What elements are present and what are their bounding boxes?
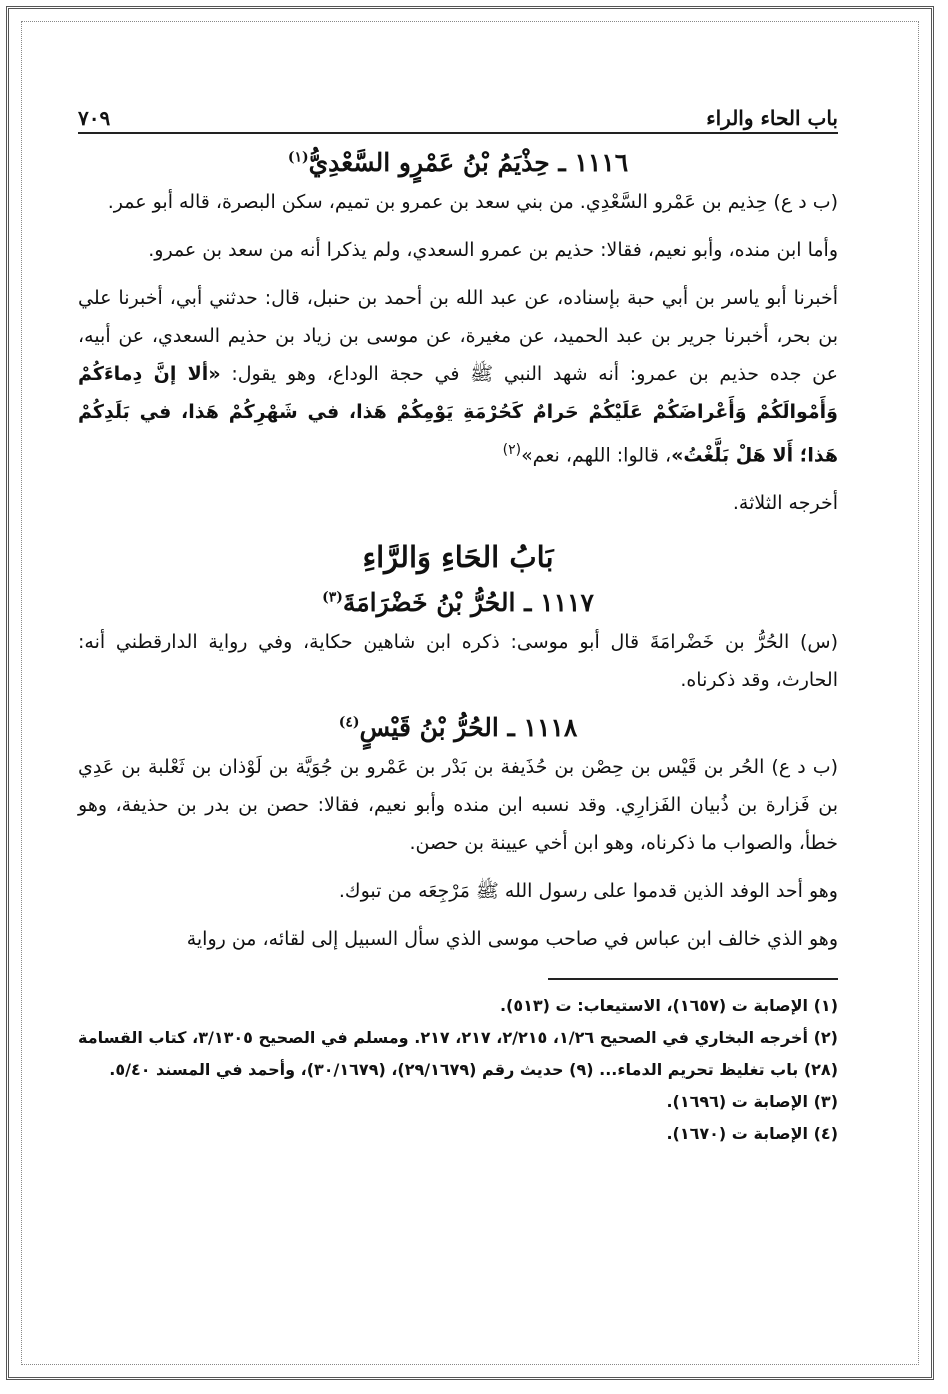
running-header: [78, 96, 838, 134]
isnad-text: أخبرنا أبو ياسر بن أبي حبة بإسناده، عن عبد الله بن أحمد بن حنبل، قال: حدثني أبي، أخبرنا علي بن بحر، أخبرنا جرير بن عبد الحميد، عن مغيرة، عن موسى بن زياد بن حذيم السعدي، عن أبيه، عن جده حذيم بن عمرو: أنه شهد النبي ﷺ في حجة الوداع، وهو يقول:: [78, 287, 838, 385]
chapter-heading: بَابُ الحَاءِ وَالرَّاءِ: [362, 540, 554, 575]
entry-1118-title: ١١١٨ ـ الحُرُّ بْنُ قَيْسٍ$^{(٤)}$: [338, 713, 578, 743]
entry-1118-paragraph-1: (ب د ع) الحُر بن قَيْس بن حِصْن بن حُذَيفة بن بَدْر بن عَمْرو بن جُوَيَّة بن لَوْذان بن ثَعْلبة بن عَدِي بن فَزارة بن ذُبيان الفَزارِي. وقد نسبه ابن منده وأبو نعيم، فقالا: حصن بن بدر بن حذيفة، وهو خطأ، والصواب ما ذكرناه، وهو ابن أخي عيينة بن حصن.: [78, 756, 838, 855]
entry-1116-paragraph-1: (ب د ع) حِذيم بن عَمْرو السَّعْدِي. من بني سعد بن عمرو بن تميم، سكن البصرة، قاله أبو عمر.: [107, 191, 838, 213]
book-page: [78, 96, 838, 1326]
entry-1117-paragraph-1: (س) الحُرُّ بن خَضْرامَةَ قال أبو موسى: ذكره ابن شاهين حكاية، وفي رواية الدارقطني أنه: الحارث، وقد ذكرناه.: [78, 631, 838, 692]
entry-1116-paragraph-3: [78, 279, 838, 474]
entry-1117-title: ١١١٧ ـ الحُرُّ بْنُ خَضْرَامَةَ$^{(٣)}$: [322, 588, 594, 618]
hadith-closing: ، قالوا: اللهم، نعم»: [521, 444, 672, 467]
footnote-ref-1: (١): [287, 149, 309, 166]
footnote-3: (٣) الإصابة ت (١٦٩٦).: [666, 1092, 838, 1112]
footnote-ref-2: (٢): [502, 442, 522, 458]
hadith-text: «ألا إنَّ دِماءَكُمْ وَأَمْوالَكُمْ وَأَعْراضَكُمْ عَلَيْكُمْ حَرامٌ كَحُرْمَةِ يَوْمِكُمْ هَذا، في شَهْرِكُمْ هَذا، في بَلَدِكُمْ هَذا؛ أَلا هَلْ بَلَّغْتُ»: [78, 363, 838, 467]
footnote-4: (٤) الإصابة ت (١٦٧٠).: [666, 1124, 838, 1144]
entry-1116-title: ١١١٦ ـ حِذْيَمُ بْنُ عَمْرٍو السَّعْدِيُّ$^{(١)}$: [287, 148, 629, 177]
entry-1118-paragraph-3: وهو الذي خالف ابن عباس في صاحب موسى الذي سأل السبيل إلى لقائه، من رواية: [186, 928, 838, 951]
footnote-ref-3: (٣): [322, 590, 343, 606]
running-title: باب الحاء والراء: [706, 106, 838, 130]
footnote-2: (٢) أخرجه البخاري في الصحيح ١/٢٦، ٢/٢١٥، ٢١٧، ٢١٧. ومسلم في الصحيح ٣/١٣٠٥، كتاب القسامة (٢٨) باب تغليظ تحريم الدماء... (٩) حديث رقم (٢٩/١٦٧٩)، (٣٠/١٦٧٩)، وأحمد في المسند ٥/٤٠.: [78, 1028, 838, 1080]
entry-1116-paragraph-2: وأما ابن منده، وأبو نعيم، فقالا: حذيم بن عمرو السعدي، ولم يذكرا أنه من سعد بن عمرو.: [148, 239, 838, 261]
footnotes: [78, 990, 838, 1150]
entry-1118-paragraph-2: وهو أحد الوفد الذين قدموا على رسول الله ﷺ مَرْجِعَه من تبوك.: [338, 880, 838, 903]
footnote-1: (١) الإصابة ت (١٦٥٧)، الاستيعاب: ت (٥١٣).: [499, 996, 838, 1016]
page-number: ٧٠٩: [78, 106, 111, 130]
entry-1116-paragraph-4: أخرجه الثلاثة.: [732, 492, 838, 515]
footnote-separator: [548, 978, 838, 980]
footnote-ref-4: (٤): [338, 715, 360, 731]
